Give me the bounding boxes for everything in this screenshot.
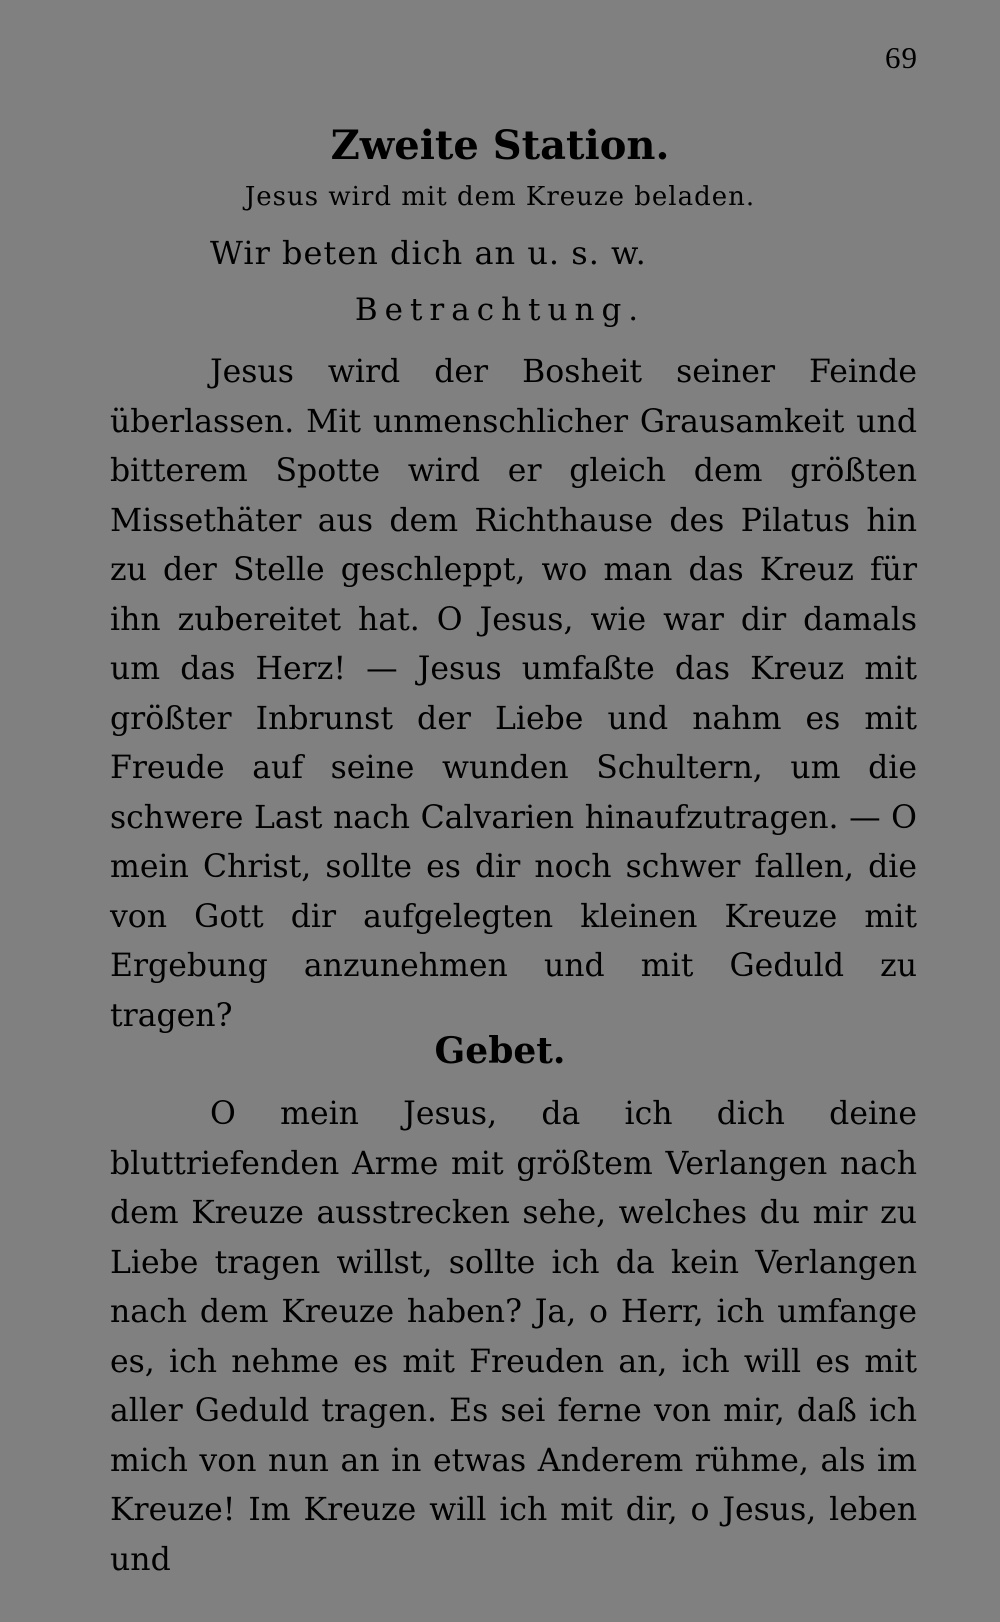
page-number: 69 <box>885 40 918 75</box>
meditation-paragraph: Jesus wird der Bosheit seiner Feinde überlassen. Mit unmenschlicher Grausamkeit und bitterem Spotte wird er gleich dem größten Missethäter aus dem Richthause des Pilatus hin zu der Stelle geschleppt, wo man das Kreuz für ihn zubereitet hat. O Jesus, wie war dir damals um das Herz! — Jesus umfaßte das Kreuz mit größter Inbrunst der Liebe und nahm es mit Freude auf seine wunden Schultern, um die schwere Last nach Calvarien hinaufzutragen. — O mein Christ, sollte es dir noch schwer fallen, die von Gott dir aufgelegten kleinen Kreuze mit Ergebung anzunehmen und mit Geduld zu tragen? <box>110 354 917 1034</box>
invocation-line: Wir beten dich an u. s. w. <box>210 234 647 272</box>
station-subtitle: Jesus wird mit dem Kreuze beladen. <box>244 182 756 212</box>
station-title: Zweite Station. <box>330 122 670 169</box>
prayer-paragraph: O mein Jesus, da ich dich deine bluttriefenden Arme mit größtem Verlangen nach dem Kreuze ausstrecken sehe, welches du mir zu Liebe tragen willst, sollte ich da kein Verlangen nach dem Kreuze haben? Ja, o Herr, ich umfange es, ich nehme es mit Freuden an, ich will es mit aller Geduld tragen. Es sei ferne von mir, daß ich mich von nun an in etwas Anderem rühme, als im Kreuze! Im Kreuze will ich mit dir, o Jesus, leben und <box>110 1096 917 1578</box>
prayer-heading: Gebet. <box>434 1030 566 1072</box>
meditation-heading: Betrachtung. <box>354 292 646 328</box>
